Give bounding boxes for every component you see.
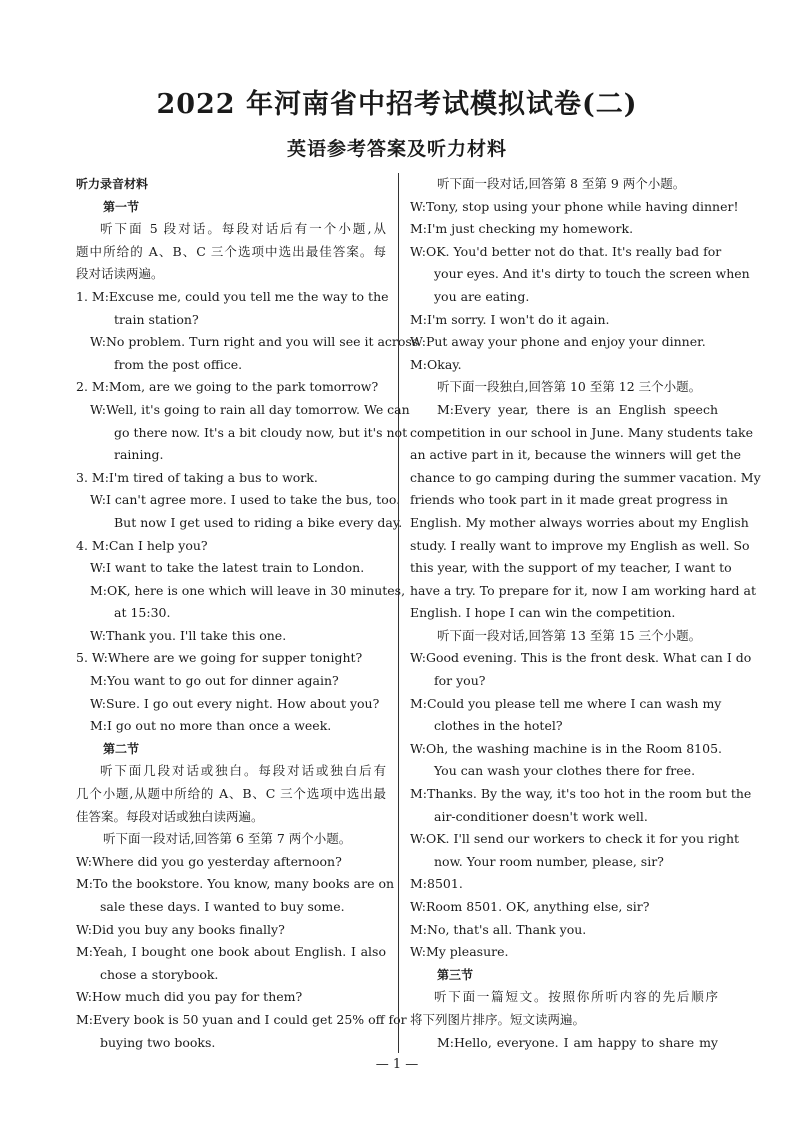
text-line: air-conditioner doesn't work well. <box>434 808 648 824</box>
text-line: this year, with the support of my teacher, I want to <box>410 560 732 576</box>
text-line: 听下面一段对话,回答第 6 至第 7 两个小题。 <box>103 831 352 847</box>
text-line: M:Okay. <box>410 356 462 372</box>
text-line: chose a storybook. <box>100 966 219 982</box>
page-subtitle: 英语参考答案及听力材料 <box>286 138 507 160</box>
text-line: M:I go out no more than once a week. <box>90 718 332 734</box>
text-line: W:Good evening. This is the front desk. What can I do <box>410 650 752 666</box>
text-line: 第三节 <box>437 967 474 982</box>
text-line: 听下面 5 段对话。每段对话后有一个小题,从 <box>100 221 386 237</box>
text-line: W:OK. I'll send our workers to check it for you right <box>410 831 740 847</box>
text-line: M:8501. <box>410 876 463 892</box>
text-line: W:OK. You'd better not do that. It's really bad for <box>410 243 722 259</box>
text-line: 听下面一段对话,回答第 8 至第 9 两个小题。 <box>437 176 686 191</box>
text-line: You can wash your clothes there for free. <box>434 763 696 779</box>
text-line: W:Oh, the washing machine is in the Room 8105. <box>410 740 723 756</box>
text-line: English. My mother always worries about my English <box>410 514 749 530</box>
page-title: 2022 年河南省中招考试模拟试卷(二) <box>156 89 638 120</box>
text-line: 5. W:Where are we going for supper tonight? <box>76 650 363 666</box>
text-line: friends who took part in it made great progress in <box>410 492 728 508</box>
text-line: W:I want to take the latest train to London. <box>90 560 365 576</box>
page-number: — 1 — <box>375 1057 419 1072</box>
text-line: 第二节 <box>103 741 140 756</box>
text-line: M:Every book is 50 yuan and I could get 25% off for <box>76 1011 407 1027</box>
text-line: M:Hello, everyone. I am happy to share my <box>437 1034 718 1050</box>
text-line: 1. M:Excuse me, could you tell me the way to the <box>76 288 389 304</box>
text-line: 几个小题,从题中所给的 A、B、C 三个选项中选出最 <box>76 786 386 802</box>
text-line: raining. <box>114 447 164 463</box>
text-line: go there now. It's a bit cloudy now, but it's not <box>114 424 408 440</box>
text-line: 2. M:Mom, are we going to the park tomorrow? <box>76 379 379 395</box>
text-line: 听下面一篇短文。按照你所听内容的先后顺序 <box>434 989 718 1005</box>
text-line: 4. M:Can I help you? <box>76 537 208 553</box>
text-line: 佳答案。每段对话或独白读两遍。 <box>76 808 264 824</box>
text-line: 听下面一段独白,回答第 10 至第 12 三个小题。 <box>437 379 702 395</box>
text-line: clothes in the hotel? <box>434 718 563 734</box>
text-line: M:Thanks. By the way, it's too hot in the room but the <box>410 786 752 802</box>
text-line: But now I get used to riding a bike every day. <box>114 514 403 530</box>
text-line: M:I'm sorry. I won't do it again. <box>410 311 610 327</box>
left-column <box>76 173 419 1054</box>
text-line: study. I really want to improve my English as well. So <box>410 537 750 553</box>
text-line: competition in our school in June. Many students take <box>410 424 754 440</box>
text-line: an active part in it, because the winners will get the <box>410 447 742 463</box>
text-line: W:I can't agree more. I used to take the bus, too. <box>90 492 401 508</box>
text-line: 将下列图片排序。短文读两遍。 <box>410 1011 586 1027</box>
text-line: M:OK, here is one which will leave in 30 minutes, <box>90 582 406 598</box>
text-line: M:Yeah, I bought one book about English. I also <box>76 944 386 960</box>
text-line: 3. M:I'm tired of taking a bus to work. <box>76 469 318 485</box>
text-line: W:Thank you. I'll take this one. <box>90 627 287 643</box>
text-line: M:You want to go out for dinner again? <box>90 673 339 689</box>
text-line: 听力录音材料 <box>76 177 149 191</box>
text-line: 段对话读两遍。 <box>76 266 164 282</box>
text-line: chance to go camping during the summer vacation. My <box>410 469 761 485</box>
text-line: W:Well, it's going to rain all day tomorrow. We can <box>90 401 410 417</box>
text-line: you are eating. <box>434 288 530 304</box>
text-line: have a try. To prepare for it, now I am working hard at <box>410 582 756 598</box>
text-line: M:To the bookstore. You know, many books are on <box>76 876 395 892</box>
text-line: 题中所给的 A、B、C 三个选项中选出最佳答案。每 <box>76 243 386 259</box>
text-line: W:Where did you go yesterday afternoon? <box>76 853 342 869</box>
text-line: 听下面几段对话或独白。每段对话或独白后有 <box>100 763 386 779</box>
text-line: your eyes. And it's dirty to touch the screen when <box>434 266 750 282</box>
text-line: now. Your room number, please, sir? <box>434 853 664 869</box>
text-line: English. I hope I can win the competition. <box>410 605 676 621</box>
text-line: W:Tony, stop using your phone while having dinner! <box>410 198 739 214</box>
text-line: M:I'm just checking my homework. <box>410 221 634 237</box>
text-line: from the post office. <box>114 356 243 372</box>
text-line: W:Sure. I go out every night. How about you? <box>90 695 380 711</box>
text-line: W:Did you buy any books finally? <box>76 921 285 937</box>
text-line: at 15:30. <box>114 605 171 621</box>
text-line: W:Room 8501. OK, anything else, sir? <box>410 899 650 914</box>
text-line: train station? <box>114 311 199 327</box>
text-line: M:Could you please tell me where I can wash my <box>410 695 722 711</box>
text-line: 第一节 <box>103 199 140 214</box>
right-column <box>410 173 761 1054</box>
text-line: W:No problem. Turn right and you will see it across <box>90 334 419 350</box>
text-line: 听下面一段对话,回答第 13 至第 15 三个小题。 <box>437 627 702 643</box>
text-line: for you? <box>434 673 486 689</box>
text-line: W:My pleasure. <box>410 944 509 960</box>
text-line: buying two books. <box>100 1034 216 1050</box>
text-line: sale these days. I wanted to buy some. <box>100 899 345 914</box>
column-divider <box>398 173 399 1053</box>
text-line: W:How much did you pay for them? <box>76 989 303 1005</box>
text-line: W:Put away your phone and enjoy your dinner. <box>410 334 706 350</box>
text-line: M:No, that's all. Thank you. <box>410 921 587 937</box>
text-line: M:Every year, there is an English speech <box>437 401 718 417</box>
